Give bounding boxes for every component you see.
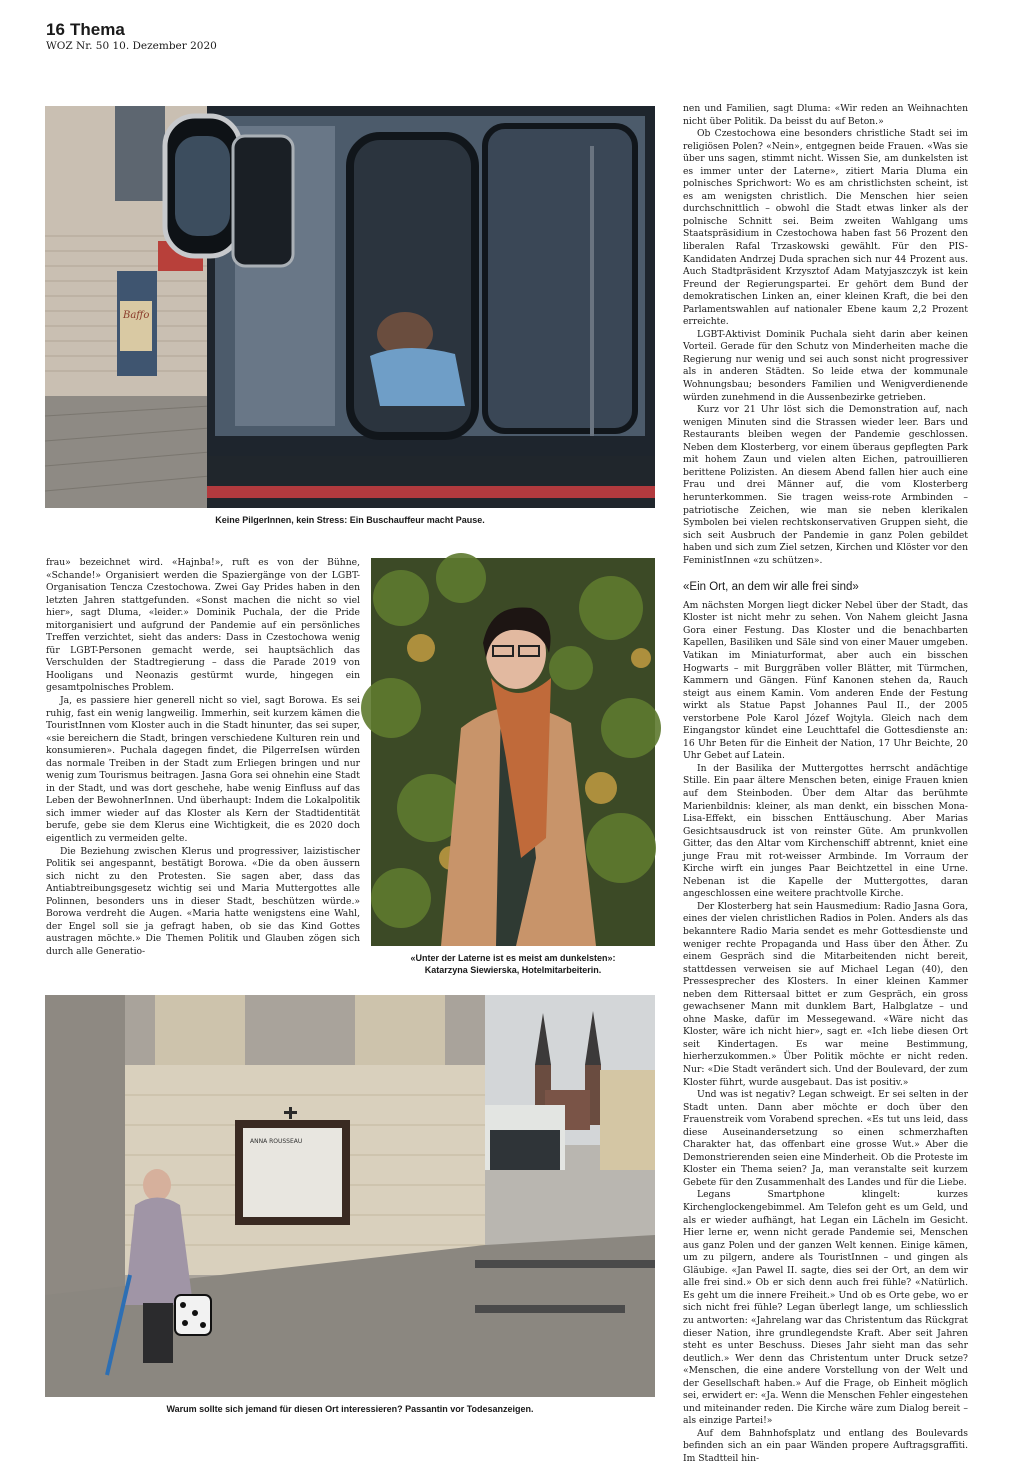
issue-meta: WOZ Nr. 50 10. Dezember 2020 — [46, 40, 217, 52]
square-photo — [45, 995, 655, 1397]
portrait-illustration — [371, 558, 655, 946]
paragraph: Der Klosterberg hat sein Hausmedium: Radio Jasna Gora, eines der vielen christlichen Radios in Polen. Anders als das bekanntere Radio Maria sendet es mehr Gottesdienste und weniger rechte Propaganda und Hass über den Äther. Zu einem Gespräch sind die Mitarbeitenden nicht bereit, stattdessen verweisen sie auf Michael Legan (40), den Pressesprecher des Klosters. In einer kleinen Kammer neben dem Rittersaal bittet er zum Gespräch, ein gross gewachsener Mann mit dunklem Bart, Halbglatze – und ohne Maske, dafür im Messegewand. «Wäre nicht das Kloster, wäre ich nicht hier», sagt er. «Ich liebe diesen Ort seit Kindertagen. Es war meine Bestimmung, hierherzukommen.» Über Politik möchte er nicht reden. Nur: «Die Stadt verändert sich. Und der Boulevard, der zum Kloster führt, wurde ausgebaut. Das ist positiv.» — [683, 900, 968, 1088]
article-column-right — [683, 103, 969, 1464]
paragraph: frau» bezeichnet wird. «Hajnba!», ruft es von der Bühne, «Schande!» Organisiert werden die Spaziergänge von der LGBT-Organisation Tencza Czestochowa. Zwei Gay Prides haben in den letzten Jahren stattgefunden. «Sonst machen die nicht so viel hier», sagt Dluma, «leider.» Dominik Puchala, der die Pride mitorganisiert und aufgrund der Pandemie auf ein persönliches Treffen verzichtet, sieht das anders: Dass in Czestochowa wenig für LGBT-Personen gemacht werde, sei hauptsächlich das Verschulden der Stadtregierung – dass die Parade 2019 von Hooligans und Neonazis gestürmt wurde, hingegen ein gesamtpolnisches Problem. — [46, 557, 360, 694]
notice-board-text: ANNA ROUSSEAU — [250, 1138, 303, 1145]
square-photo-caption: Warum sollte sich jemand für diesen Ort interessieren? Passantin vor Todesanzeigen. — [166, 1404, 534, 1414]
portrait-caption-line1: «Unter der Laterne ist es meist am dunkelsten»: — [410, 953, 616, 963]
paragraph: Ja, es passiere hier generell nicht so viel, sagt Borowa. Es sei ruhig, fast ein wenig langweilig. Immerhin, seit kurzem kämen die TouristInnen vom Kloster auch in die Stadt hinunter, das sei super, «sie bereichern die Stadt, bringen verschiedene Kulturen rein und konsumieren». Puchala dagegen findet, die PilgerreIsen würden das normale Treiben in der Stadt zum Erliegen bringen und nur wenig zum Tourismus beitragen. Jasna Gora sei ohnehin eine Stadt in der Stadt, und was dort geschehe, habe wenig Einfluss auf das Leben der BewohnerInnen. Und überhaupt: Indem die Lokalpolitik sich immer wieder auf das Kloster als Kern der Stadtidentität berufe, gebe sie dem Klerus eine Wichtigkeit, die es 2020 doch eigentlich zu vermeiden gelte. — [46, 695, 360, 845]
portrait-caption-line2: Katarzyna Siewierska, Hotelmitarbeiterin. — [424, 965, 602, 975]
paragraph: LGBT-Aktivist Dominik Puchala sieht darin aber keinen Vorteil. Gerade für den Schutz von Minderheiten mache die Regierung nur wenig und sei auch sonst nicht progressiver als in anderen Städten. So leide etwa der kommunale Wohnungsbau; besonders Familien und Wenigverdienende würden zunehmend in die Aussenbezirke getrieben. — [683, 328, 968, 403]
shop-sign: Baffo — [123, 310, 150, 321]
page-number: 16 — [46, 20, 65, 39]
bus-photo — [45, 106, 655, 508]
paragraph: Am nächsten Morgen liegt dicker Nebel über der Stadt, das Kloster ist nicht mehr zu sehen. Von Nahem gleicht Jasna Gora einer Festung. Das Kloster und die benachbarten Kapellen, Basiliken und Säle sind von einer Mauer umgeben. Vatikan im Miniaturformat, aber auch ein bisschen Hogwarts – mit Burggräben voller Blätter, mit Türmchen, Kammern und Gängen. Fünf Kanonen stehen da, Rauch steigt aus einem Kamin. Vom anderen Ende der Festung wirkt als Statue Papst Johannes Paul II., der 2005 verstorbene Pole Karol Józef Wojtyla. Gleich nach dem Eingangstor kündet eine Leuchttafel die Gottesdienste an: 16 Uhr Beten für die Einheit der Nation, 17 Uhr Beichte, 20 Uhr Gebet auf Latein. — [683, 599, 968, 762]
paragraph: In der Basilika der Muttergottes herrscht andächtige Stille. Ein paar ältere Menschen beten, einige Frauen knien auf dem Steinboden. Über dem Altar das berühmte Marienbildnis: kleiner, als man denkt, ein bisschen Mona-Lisa-Effekt, ein bisschen Enttäuschung. Aber Marias Gesichtsausdruck ist von reinster Güte. Am prunkvollen Gitter, das den Altar vom Kirchenschiff abtrennt, kniet eine junge Frau mit rot-weisser Armbinde. Im Vorraum der Kirche wirft ein junges Paar Beichtzettel in eine Urne. Nebenan ist die Kapelle der Muttergottes, daran angeschlossen eine weitere prachtvolle Kirche. — [683, 762, 968, 900]
paragraph: Und was ist negativ? Legan schweigt. Er sei selten in der Stadt unten. Dann aber möchte er doch über den Frauenstreik vom Vorabend sprechen. «Es tut uns leid, dass diese Auseinandersetzung so einen schmerzhaften Charakter hat, das offenbart eine grosse Wut.» Aber die Demonstrierenden seien eine Minderheit. Ob die Proteste im Kloster ein Thema seien? Ja, man veranstalte seit kurzem Gebete für den Zusammenhalt des Landes und für die Liebe. — [683, 1089, 969, 1188]
paragraph: nen und Familien, sagt Dluma: «Wir reden an Weihnachten nicht über Politik. Da beisst du auf Beton.» — [683, 103, 968, 127]
paragraph: Legans Smartphone klingelt: kurzes Kirchenglockengebimmel. Am Telefon geht es um Geld, und als er wieder aufhängt, hat Legan ein Lächeln im Gesicht. Hier lerne er, wenn nicht gerade Pandemie sei, Menschen aus ganz Polen und der ganzen Welt kennen. Einige kämen, um zu pilgern, andere als TouristInnen – und gingen als Gläubige. «Jan Pawel II. sagte, dies sei der Ort, an dem wir alle frei sind.» Ob er sich denn auch frei fühle? «Natürlich. Es geht um die innere Freiheit.» Und ob es Orte gebe, wo er sich nicht frei fühle? Legan überlegt lange, um schliesslich zu antworten: «Jahrelang war das Christentum das Rückgrat dieser Nation, ihre grundlegendste Kraft. Aber seit Jahren steht es unter Beschuss. Dieses Jahr sieht man das sehr deutlich.» Wer denn das Christentum unter Druck setze? «Menschen, die eine andere Vorstellung von der Welt und der Gesellschaft haben.» Auf die Frage, ob Einheit möglich sei, erwidert er: «Ja. Wenn die Menschen Fehler eingestehen und miteinander reden. Die Kirche wäre zum Dialog bereit – als einzige Partei!» — [683, 1189, 968, 1427]
square-photo-illustration — [45, 995, 655, 1397]
paragraph: Auf dem Bahnhofsplatz und entlang des Boulevards befinden sich an ein paar Wänden propere Auftragsgraffiti. Im Stadtteil hin- — [683, 1427, 968, 1464]
portrait-photo — [371, 558, 655, 946]
paragraph: Ob Czestochowa eine besonders christliche Stadt sei im religiösen Polen? «Nein», entgegnen beide Frauen. «Was sie über uns sagen, stimmt nicht. Wissen Sie, am dunkelsten ist es immer unter der Laterne», zitiert Maria Dluma ein polnisches Sprichwort: Wo es am christlichsten scheint, ist es am wenigsten christlich. Die Menschen hier seien durchschnittlich – obwohl die Stadt etwas linker als der polnische Schnitt sei. Beim zweiten Wahlgang ums Staatspräsidium in Czestochowa haben fast 56 Prozent den liberalen Rafal Trzaskowski gewählt. Für den PIS-Kandidaten Andrzej Duda sprachen sich nur 44 Prozent aus. Auch Stadtpräsident Krzysztof Adam Matyjaszczyk ist kein Freund der Regierungspartei. Er gehört dem Bund der demokratischen Linken an, einer kleinen Kraft, die bei den Parlamentswahlen auf nationaler Ebene kaum 2,2 Prozent erreichte. — [683, 128, 968, 328]
bus-photo-illustration — [45, 106, 655, 508]
paragraph: Kurz vor 21 Uhr löst sich die Demonstration auf, nach wenigen Minuten sind die Strassen wieder leer. Bars und Restaurants bleiben wegen der Pandemie geschlossen. Neben dem Klosterberg, vor einem überaus gepflegten Park mit hohem Zaun und vielen alten Eichen, patrouillieren berittene Polizisten. An diesem Abend fallen hier auch eine Frau und drei Männer auf, die vom Klosterberg herunterkommen. Sie tragen weiss-rote Armbinden – patriotische Zeichen, wie man sie neben klerikalen Symbolen bei vielen rechtskonservativen Gruppen sieht, die sich seit Ausbruch der Pandemie in ganz Polen gebildet haben und sich zum Ziel setzen, Kirchen und Klöster vor den FeministInnen «zu schützen». — [683, 404, 968, 566]
subheading: «Ein Ort, an dem wir alle frei sind» — [683, 581, 859, 594]
paragraph: Die Beziehung zwischen Klerus und progressiver, laizistischer Politik sei angespannt, bestätigt Borowa. «Die da oben äussern sich nicht zu den Protesten. Sie sagen aber, dass das Antiabtreibungsgesetz wichtig sei und Maria Muttergottes alle Polinnen, besonders uns in dieser Stadt, beschützen würde.» Borowa verdreht die Augen. «Maria hatte wenigstens eine Wahl, der Engel soll sie ja gefragt haben, ob sie das Kind Gottes austragen möchte.» Die Themen Politik und Glauben zögen sich durch alle Generatio- — [46, 845, 360, 957]
bus-photo-caption: Keine PilgerInnen, kein Stress: Ein Buschauffeur macht Pause. — [215, 515, 485, 525]
article-column-left — [46, 557, 360, 977]
section-title: Thema — [70, 20, 125, 39]
